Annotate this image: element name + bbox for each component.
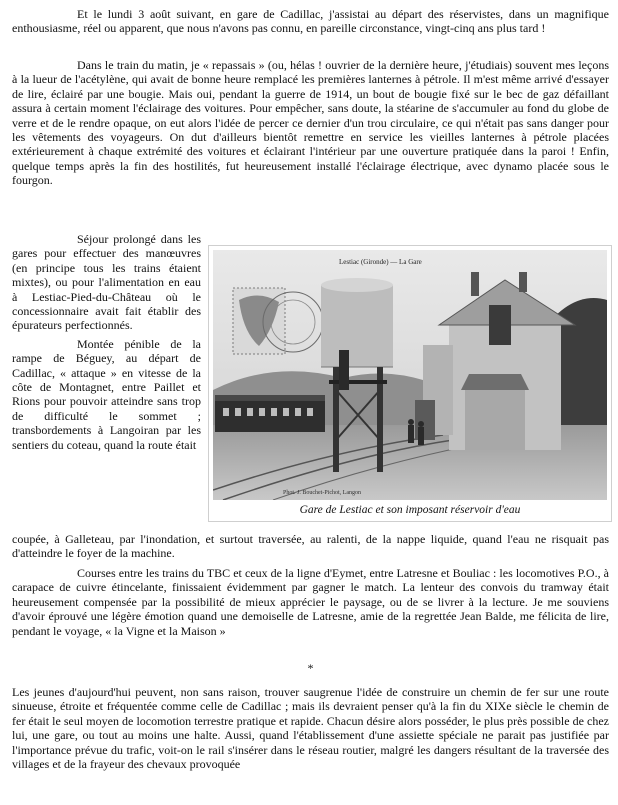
station-photo-figure [208, 245, 612, 522]
figure-caption: Gare de Lestiac et son imposant réservoir d'eau [299, 504, 521, 516]
paragraph-climb-continued: coupée, à Galleteau, par l'inondation, et surtout traversée, au ralenti, de la nappe liquide, quand l'eau ne risquait pas d'atteindre le foyer de la machine. [12, 532, 609, 561]
postcard-footer: Phot. J. Bouchet-Pichot, Langon [283, 490, 361, 496]
left-column [12, 232, 201, 452]
station-photo [213, 250, 607, 500]
paragraph-lighting: Dans le train du matin, je « repassais » (ou, hélas ! ouvrier de la dernière heure, j'étudiais) souvent mes leçons à la lueur de l'acétylène, qui avait de bonne heure remplacé les premières lanternes à pétrole. Il m'est même arrivé d'essayer de lire, éclairé par une bougie. Mais oui, pendant la guerre de 1914, un bout de bougie fixé sur le bec de gaz défaillant assura à certain moment l'éclairage des voitures. Pour empêcher, sans doute, la stéarine de s'accumuler au fond du globe de verre et de le rendre opaque, on eut alors l'idée de percer ce dernier d'un trou circulaire, ce qui n'était pas sans danger pour les vêtements des voyageurs. On dut d'ailleurs bientôt remettre en service les vieilles lanternes à pétrole placées extérieurement à chaque extrémité des voitures et éclairant l'intérieur par une ouverture pratiquée dans la paroi ! Enfin, quelque temps après la fin des hostilités, fut heureusement installé l'éclairage électrique, avec dynamo placée sous le fourgon. [12, 58, 609, 188]
paragraph-races: Courses entre les trains du TBC et ceux de la ligne d'Eymet, entre Latresne et Bouliac : les locomotives P.O., à carapace de cuivre étincelante, finissaient évidemment par gagner le match. La lenteur des convois du tramway était heureusement compensée par la possibilité de mieux apprécier le paysage, ou de se livrer à la lecture. Je me souviens d'avoir éprouvé une légère émotion quand une demoiselle de Latresne, amie de la regrettée Jean Balde, me félicita de lire, pendant le voyage, « la Vigne et la Maison » [12, 566, 609, 638]
section-separator: * [307, 661, 314, 675]
paragraph-departure: Et le lundi 3 août suivant, en gare de Cadillac, j'assistai au départ des réservistes, dans un magnifique enthousiasme, réel ou apparent, que nous n'avons pas connu, en pareille circonstance, vingt-cinq ans plus tard ! [12, 7, 609, 36]
document-page [12, 0, 609, 805]
postcard-header: Lestiac (Gironde) — La Gare [339, 258, 422, 266]
paragraph-climb: Montée pénible de la rampe de Béguey, au départ de Cadillac, « attaque » en vitesse de la côte de Montagnet, entre Paillet et Rions pour pouvoir atteindre sans trop de difficulté le sommet ; transbordements à Langoiran par les sentiers du coteau, quand la route était [12, 336, 201, 452]
paragraph-railway-road: Les jeunes d'aujourd'hui peuvent, non sans raison, trouver saugrenue l'idée de construire un chemin de fer sur une route sinueuse, étroite et fréquentée comme celle de Cadillac ; mais ils devraient penser qu'à la fin du XIXe siècle le chemin de fer était le seul moyen de locomotion terrestre pratique et rapide. Chacun désire alors posséder, le plus près possible de chez lui, une gare, ou tout au moins une halte. Aussi, quand l'établissement d'une assiette spéciale ne parait pas justifiée par l'importance prévue du trafic, voit-on le rail s'insérer dans le réseau routier, malgré les dangers résultant de la traversée des villages et de la frayeur des chevaux provoquée [12, 685, 609, 772]
paragraph-stops: Séjour prolongé dans les gares pour effectuer des manœuvres (en principe tous les trains étaient mixtes), ou pour l'alimentation en eau à Lestiac-Pied-du-Château où le concessionnaire avait fait établir des épurateurs perfectionnés. [12, 232, 201, 333]
